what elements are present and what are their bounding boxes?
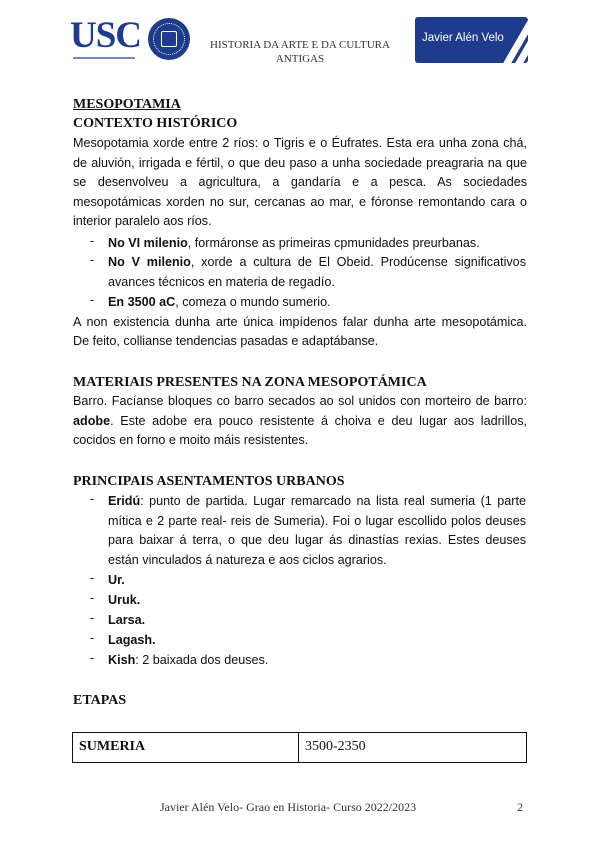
paragraph-line: se desenvolveu a agricultura, a gandaría e a pesca. As sociedades bbox=[73, 175, 527, 189]
usc-logo-text: USC bbox=[70, 15, 142, 56]
list-item: En 3500 aC, comeza o mundo sumerio. bbox=[108, 295, 331, 309]
dash-bullet-icon: - bbox=[90, 611, 95, 625]
footer-text: Javier Alén Velo- Grao en Historia- Curso 2022/2023 bbox=[160, 800, 417, 814]
dash-bullet-icon: - bbox=[90, 234, 95, 248]
usc-seal-icon bbox=[148, 18, 190, 60]
list-item: Eridú: punto de partida. Lugar remarcado na lista real sumeria (1 parte bbox=[108, 494, 526, 508]
section-title-asentamentos: PRINCIPAIS ASENTAMENTOS URBANOS bbox=[73, 474, 345, 489]
section-title-materiais: MATERIAIS PRESENTES NA ZONA MESOPOTÁMICA bbox=[73, 375, 427, 390]
list-item: Ur. bbox=[108, 573, 125, 587]
header-title-line2: ANTIGAS bbox=[275, 53, 325, 65]
dash-bullet-icon: - bbox=[90, 631, 95, 645]
paragraph-line: Mesopotamia xorde entre 2 ríos: o Tigris e o Éufrates. Esta era unha zona chá, bbox=[73, 136, 527, 150]
usc-logo-subtitle bbox=[73, 56, 135, 60]
list-item-continuation: mítica e 2 parte real- reis de Sumeria). Foi o lugar escollido polos deuses bbox=[108, 514, 526, 528]
paragraph-line: adobe. Este adobe era pouco resistente á choiva e deu lugar aos ladrillos, bbox=[73, 414, 527, 428]
dash-bullet-icon: - bbox=[90, 591, 95, 605]
list-item: Kish: 2 baixada dos deuses. bbox=[108, 653, 269, 667]
paragraph-line: cocidos en forno e moito máis resistentes. bbox=[73, 433, 309, 447]
table-cell-name: SUMERIA bbox=[73, 733, 299, 762]
section-title-etapas: ETAPAS bbox=[73, 693, 127, 708]
paragraph-line: A non existencia dunha arte única impídenos falar dunha arte mesopotámica. bbox=[73, 315, 527, 329]
paragraph-line: de aluvión, irrigada e fértil, o que deu paso a unha sociedade preagraria na que bbox=[73, 156, 527, 170]
dash-bullet-icon: - bbox=[90, 253, 95, 267]
dash-bullet-icon: - bbox=[90, 293, 95, 307]
dash-bullet-icon: - bbox=[90, 492, 95, 506]
page-number: 2 bbox=[517, 800, 523, 814]
list-item: Larsa. bbox=[108, 613, 146, 627]
paragraph-line: mesopotámicas xorden no sur, cercanas ao mar, e fóronse remontando cara o bbox=[73, 195, 527, 209]
header-title-line1: HISTORIA DA ARTE E DA CULTURA bbox=[210, 39, 390, 51]
list-item: Lagash. bbox=[108, 633, 156, 647]
etapas-table: SUMERIA 3500-2350 bbox=[72, 732, 527, 763]
list-item-continuation: para baixar á terra, o que deu lugar ás dinastías rexias. Estes deuses bbox=[108, 533, 526, 547]
list-item: No V milenio, xorde a cultura de El Obeid. Prodúcense significativos bbox=[108, 255, 526, 269]
paragraph-line: De feito, collianse tendencias pasadas e adaptábanse. bbox=[73, 334, 379, 348]
header-title bbox=[208, 38, 392, 66]
section-subtitle-contexto: CONTEXTO HISTÓRICO bbox=[73, 116, 238, 131]
author-badge bbox=[415, 17, 528, 63]
usc-logo bbox=[70, 16, 188, 60]
section-title-mesopotamia: MESOPOTAMIA bbox=[73, 97, 181, 112]
list-item: Uruk. bbox=[108, 593, 141, 607]
list-item-continuation: avances técnicos en materia de regadío. bbox=[108, 275, 335, 289]
paragraph-line: interior paralelo aos ríos. bbox=[73, 214, 212, 228]
dash-bullet-icon: - bbox=[90, 571, 95, 585]
paragraph-line: Barro. Facíanse bloques co barro secados ao sol unidos con morteiro de barro: bbox=[73, 394, 527, 408]
list-item-continuation: están vinculados á natureza e aos ciclos agrarios. bbox=[108, 553, 387, 567]
list-item: No VI milenio, formáronse as primeiras cpmunidades preurbanas. bbox=[108, 236, 480, 250]
author-badge-text: Javier Alén Velo bbox=[422, 32, 504, 44]
dash-bullet-icon: - bbox=[90, 651, 95, 665]
